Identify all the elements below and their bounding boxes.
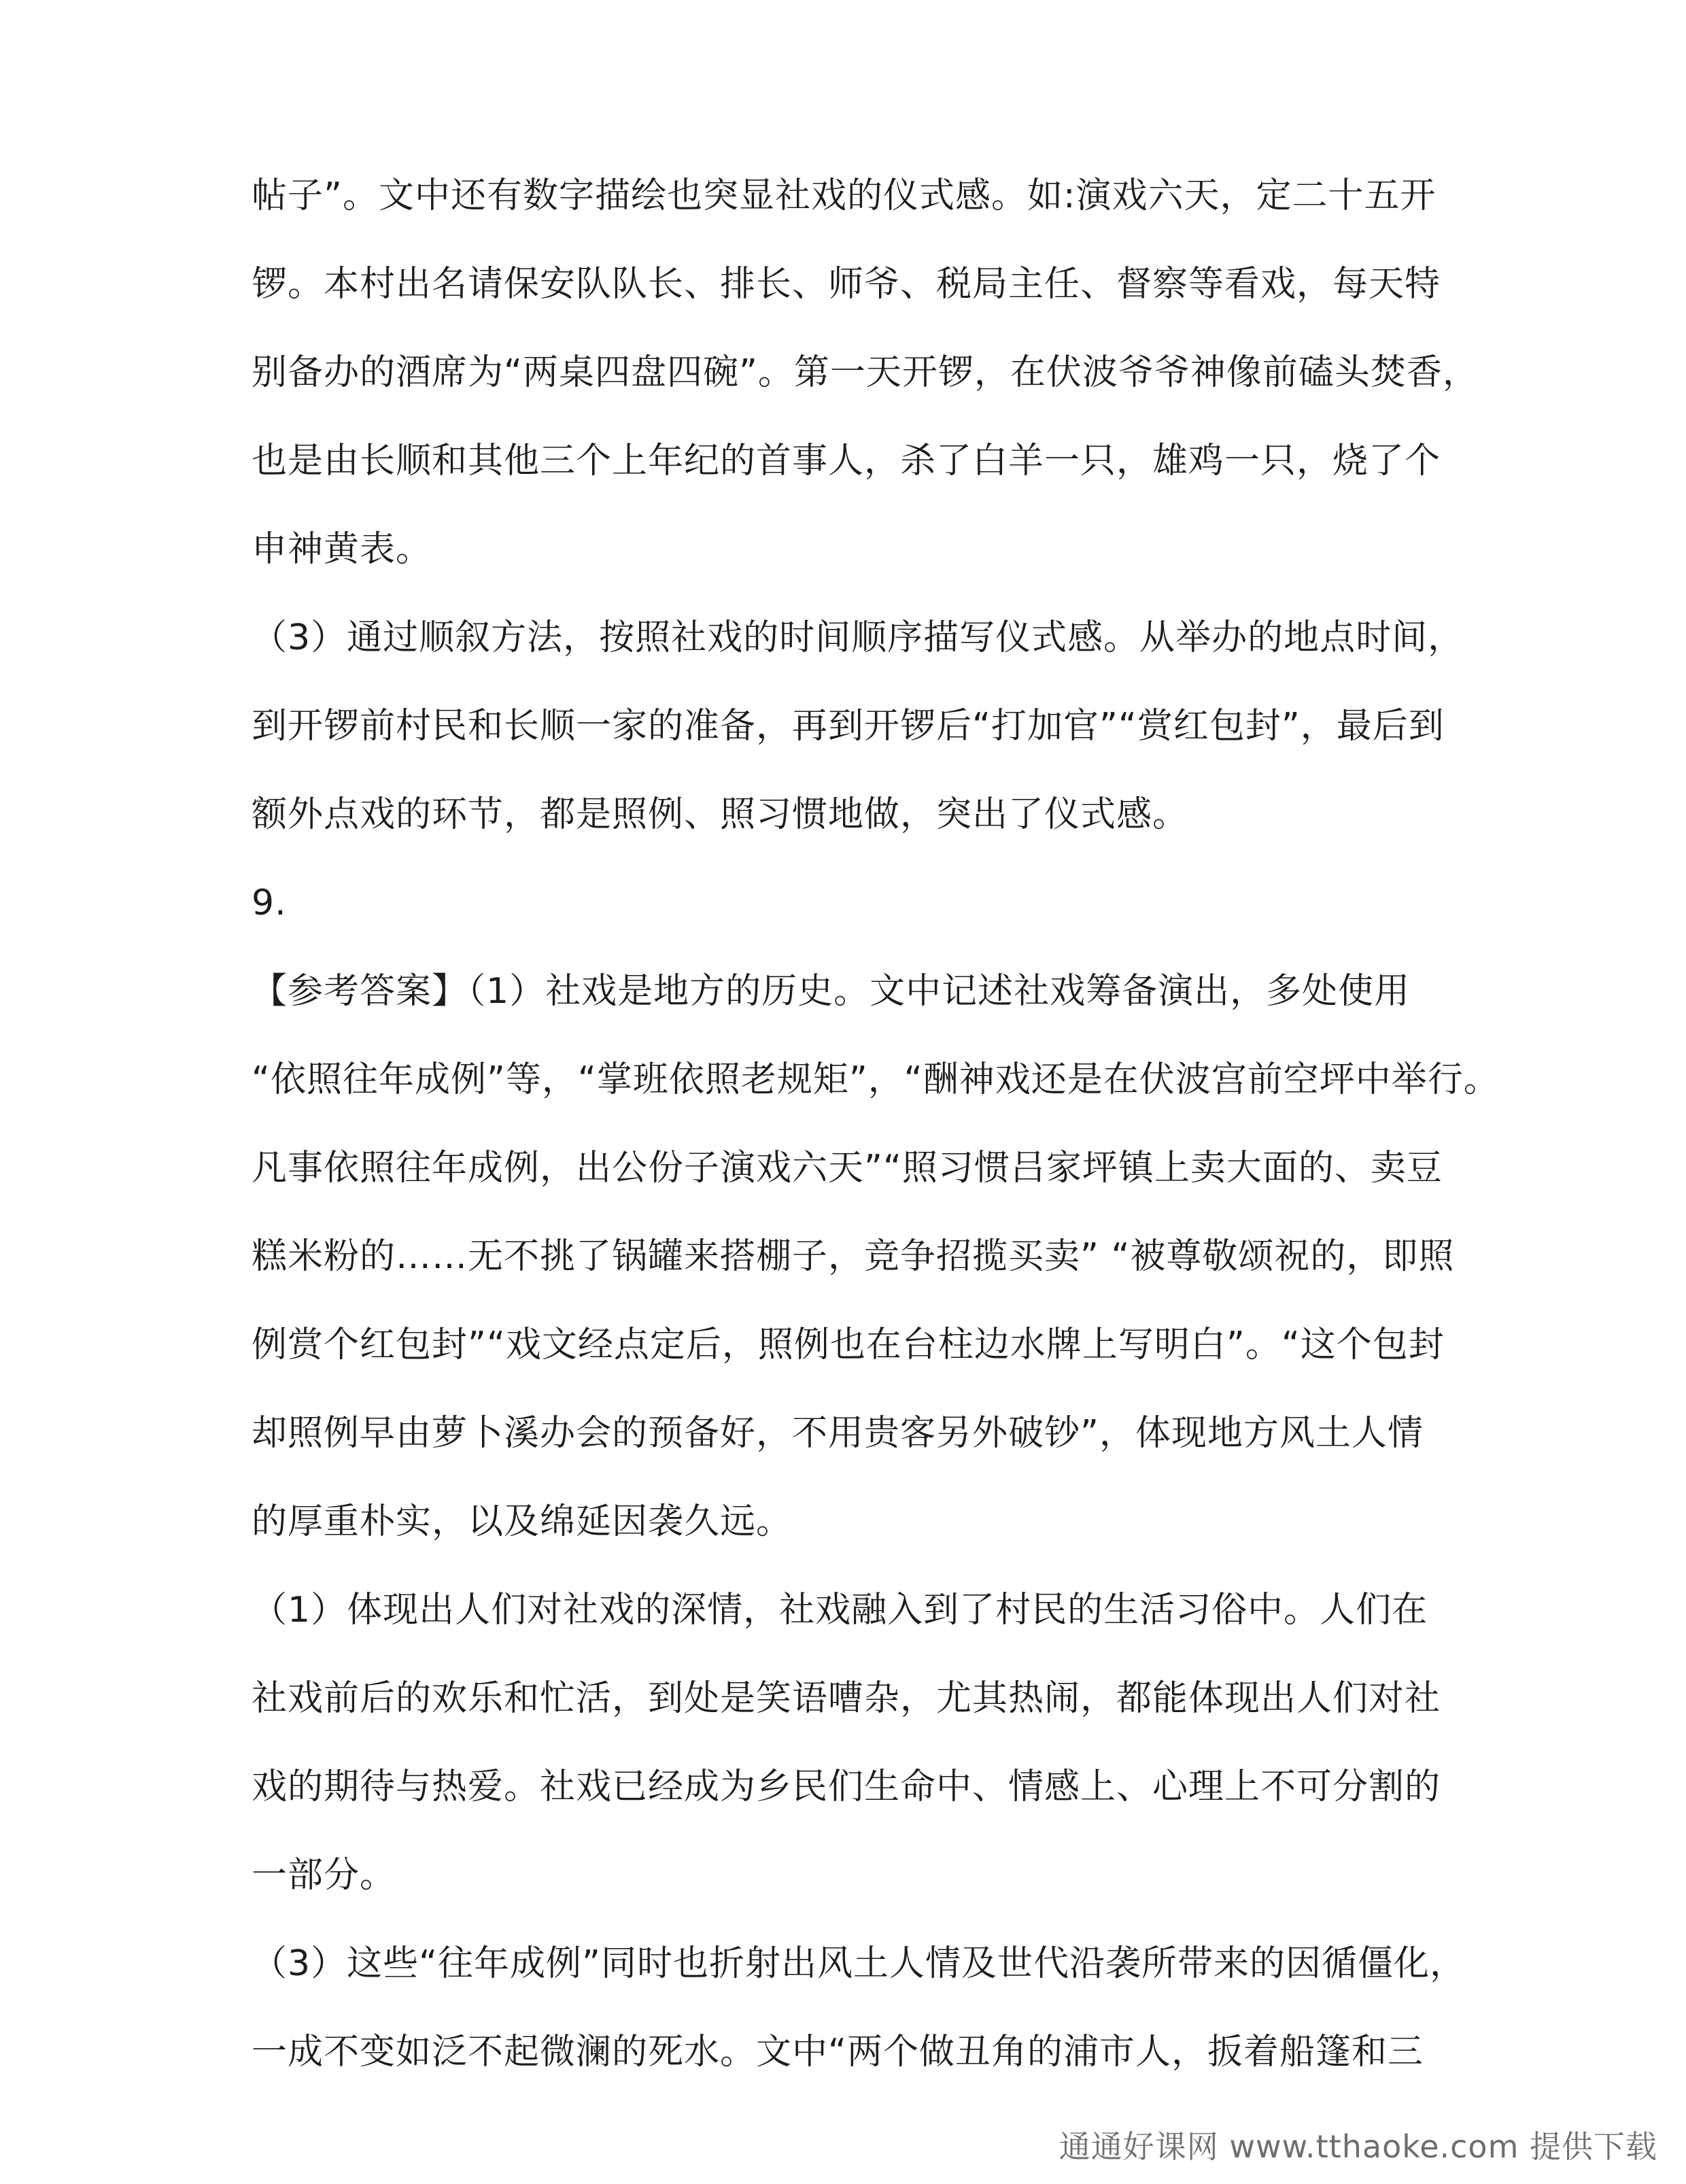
text-line-22: 一成不变如泛不起微澜的死水。文中“两个做丑角的浦市人，扳着船篷和三: [252, 2032, 1424, 2072]
text-line-8: 额外点戏的环节，都是照例、照习惯地做，突出了仪式感。: [252, 794, 1189, 835]
text-line-3: 别备办的酒席为“两桌四盘四碗”。第一天开锣，在伏波爷爷神像前磕头焚香，: [252, 352, 1479, 393]
text-line-10: 【参考答案】（1）社戏是地方的历史。文中记述社戏筹备演出，多处使用: [252, 971, 1411, 1012]
text-line-14: 例赏个红包封”“戏文经点定后，照例也在台柱边水牌上写明白”。“这个包封: [252, 1325, 1445, 1365]
text-line-1: 帖子”。文中还有数字描绘也突显社戏的仪式感。如:演戏六天，定二十五开: [252, 175, 1436, 216]
text-line-6: （3）通过顺叙方法，按照社戏的时间顺序描写仪式感。从举办的地点时间，: [252, 617, 1464, 658]
text-line-4: 也是由长顺和其他三个上年纪的首事人，杀了白羊一只，雄鸡一只，烧了个: [252, 441, 1441, 481]
text-line-5: 申神黄表。: [252, 529, 432, 570]
text-line-11: “依照往年成例”等，“掌班依照老规矩”，“酬神戏还是在伏波宫前空坪中举行。: [252, 1059, 1500, 1100]
text-line-18: 社戏前后的欢乐和忙活，到处是笑语嘈杂，尤其热闹，都能体现出人们对社: [252, 1678, 1441, 1719]
text-line-16: 的厚重朴实，以及绵延因袭久远。: [252, 1501, 793, 1542]
text-line-7: 到开锣前村民和长顺一家的准备，再到开锣后“打加官”“赏红包封”，最后到: [252, 706, 1445, 747]
text-line-2: 锣。本村出名请保安队队长、排长、师爷、税局主任、督察等看戏，每天特: [252, 264, 1441, 305]
text-line-13: 糕米粉的……无不挑了锅罐来搭棚子，竞争招揽买卖” “被尊敬颂祝的，即照: [252, 1236, 1455, 1277]
text-line-17: （1）体现出人们对社戏的深情，社戏融入到了村民的生活习俗中。人们在: [252, 1590, 1428, 1631]
question-number: 9.: [252, 883, 287, 923]
watermark: 通通好课网 www.tthaoke.com 提供下载: [1059, 2128, 1657, 2165]
text-line-12: 凡事依照往年成例，出公份子演戏六天”“照习惯吕家坪镇上卖大面的、卖豆: [252, 1148, 1443, 1189]
text-line-21: （3）这些“往年成例”同时也折射出风土人情及世代沿袭所带来的因循僵化，: [252, 1943, 1466, 1984]
text-line-15: 却照例早由萝卜溪办会的预备好，不用贵客另外破钞”，体现地方风土人情: [252, 1413, 1424, 1454]
text-line-19: 戏的期待与热爱。社戏已经成为乡民们生命中、情感上、心理上不可分割的: [252, 1767, 1441, 1807]
text-line-20: 一部分。: [252, 1855, 396, 1896]
